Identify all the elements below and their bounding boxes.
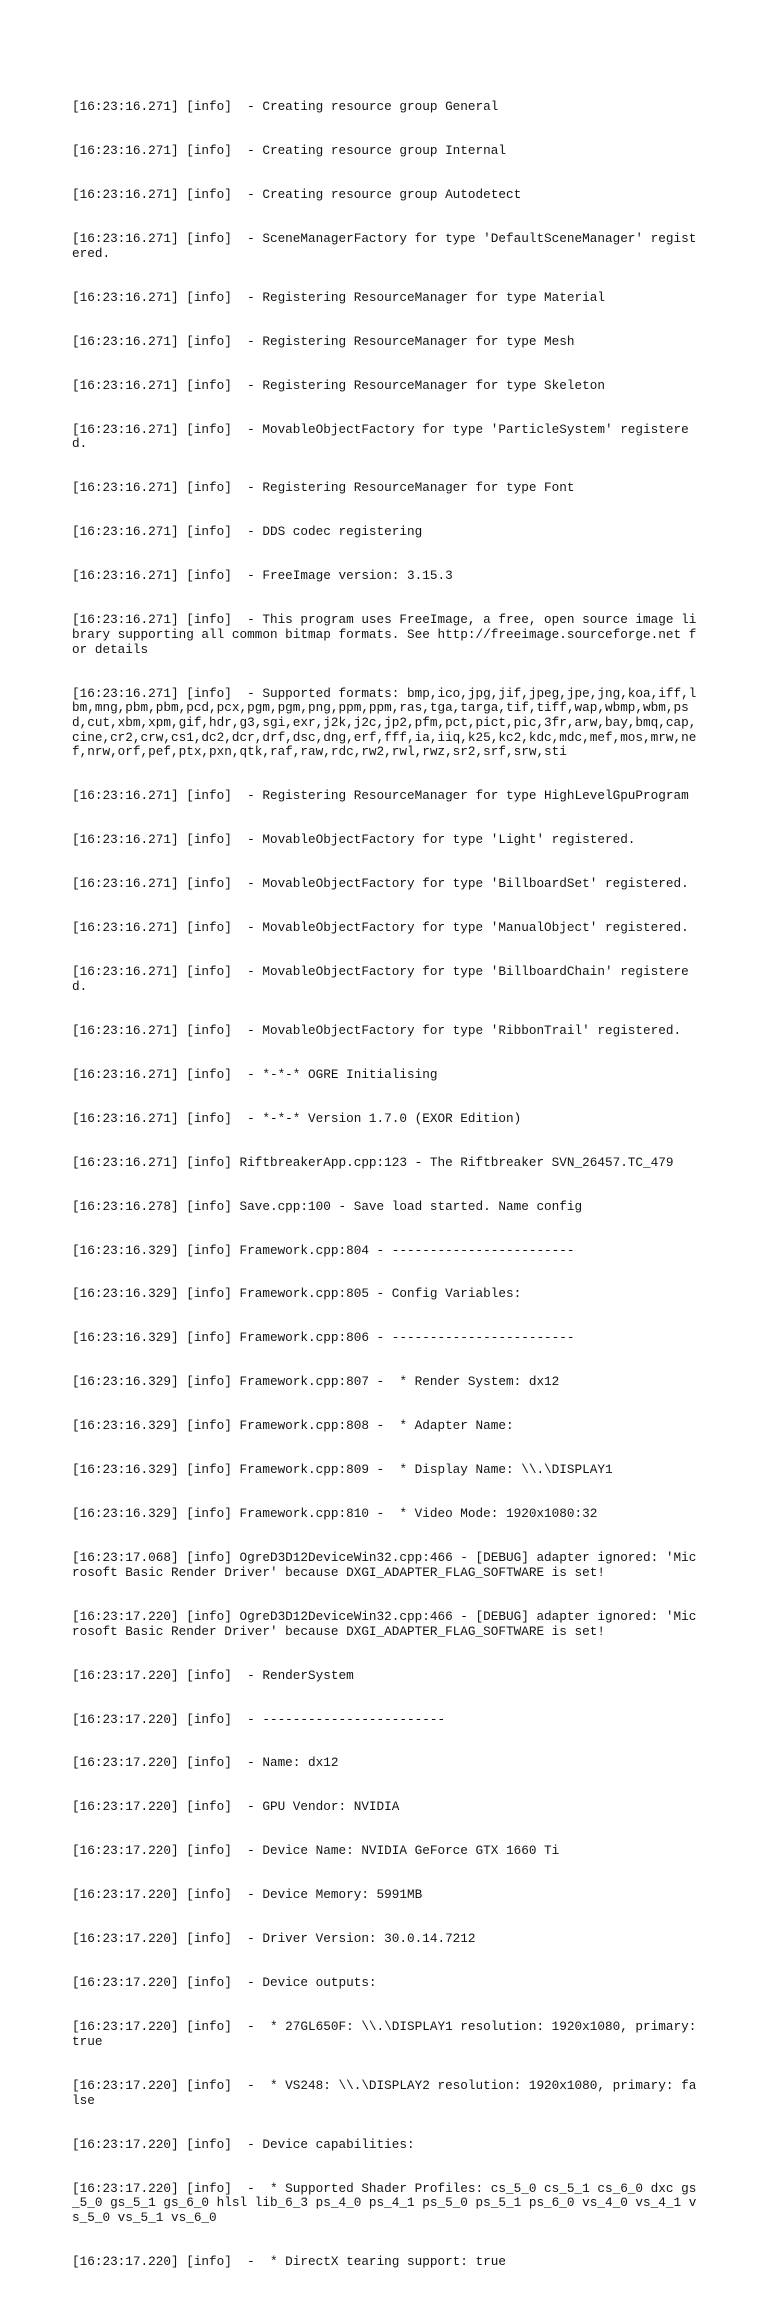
log-line: [16:23:16.271] [info] - Registering ResourceManager for type Font — [72, 480, 575, 496]
log-line: [16:23:16.329] [info] Framework.cpp:808 - * Adapter Name: — [72, 1418, 514, 1434]
log-line: [16:23:16.271] [info] - Registering ResourceManager for type Mesh — [72, 333, 575, 349]
log-line: [16:23:16.271] [info] - MovableObjectFactory for type 'BillboardSet' registered. — [72, 876, 689, 892]
log-line: [16:23:16.271] [info] - Creating resource group Autodetect — [72, 187, 522, 203]
log-line: [16:23:16.329] [info] Framework.cpp:807 - * Render System: dx12 — [72, 1374, 560, 1390]
log-line: [16:23:17.220] [info] - * Supported Shader Profiles: cs_5_0 cs_5_1 cs_6_0 dxc gs_5_0 gs_5_1 gs_6_0 hlsl lib_6_3 ps_4_0 ps_4_1 ps_5_0 ps_5_1 ps_6_0 vs_4_0 vs_4_1 vs_5_0 vs_5_1 vs_6_0 — [72, 2180, 697, 2225]
log-line: [16:23:17.220] [info] - Name: dx12 — [72, 1755, 339, 1771]
log-line: [16:23:16.329] [info] Framework.cpp:805 - Config Variables: — [72, 1286, 522, 1302]
log-line: [16:23:16.271] [info] - MovableObjectFactory for type 'ParticleSystem' registered. — [72, 421, 689, 452]
log-line: [16:23:17.220] [info] - Device outputs: — [72, 1975, 377, 1991]
log-output — [72, 71, 702, 2299]
log-line: [16:23:16.271] [info] - DDS codec registering — [72, 524, 423, 540]
log-line: [16:23:16.271] [info] - Supported formats: bmp,ico,jpg,jif,jpeg,jpe,jng,koa,iff,lbm,mng,pbm,pbm,pcd,pcx,pgm,pgm,png,ppm,ppm,ras,tga,targa,tif,tiff,wap,wbmp,wbm,psd,cut,xbm,xpm,gif,hdr,g3,sgi,exr,j2k,j2c,jp2,pfm,pct,pict,pic,3fr,arw,bay,bmq,cap,cine,cr2,crw,cs1,dc2,dcr,drf,dsc,dng,erf,fff,ia,iiq,k25,kc2,kdc,mdc,mef,mos,mrw,nef,nrw,orf,pef,ptx,pxn,qtk,raf,raw,rdc,rw2,rwl,rwz,sr2,srf,srw,sti — [72, 685, 697, 760]
log-line: [16:23:16.271] [info] - MovableObjectFactory for type 'RibbonTrail' registered. — [72, 1022, 682, 1038]
log-line: [16:23:16.329] [info] Framework.cpp:810 - * Video Mode: 1920x1080:32 — [72, 1506, 598, 1522]
log-line: [16:23:16.271] [info] - *-*-* OGRE Initialising — [72, 1066, 438, 1082]
log-line: [16:23:17.220] [info] - Device Memory: 5991MB — [72, 1887, 423, 1903]
log-line: [16:23:17.220] [info] - * 27GL650F: \\.\DISPLAY1 resolution: 1920x1080, primary: true — [72, 2019, 704, 2049]
log-line: [16:23:16.329] [info] Framework.cpp:804 - ------------------------ — [72, 1242, 575, 1258]
log-line: [16:23:17.068] [info] OgreD3D12DeviceWin32.cpp:466 - [DEBUG] adapter ignored: 'Microsoft Basic Render Driver' because DXGI_ADAPTER_FLAG_SOFTWARE is set! — [72, 1550, 697, 1580]
log-line: [16:23:17.220] [info] - Driver Version: 30.0.14.7212 — [72, 1931, 476, 1947]
log-line: [16:23:16.271] [info] - This program uses FreeImage, a free, open source image library supporting all common bitmap formats. See http://freeimage.sourceforge.net for details — [72, 612, 697, 657]
log-line: [16:23:17.220] [info] - * DirectX tearing support: true — [72, 2253, 506, 2269]
log-line: [16:23:17.220] [info] - RenderSystem — [72, 1667, 354, 1683]
log-line: [16:23:16.271] [info] - MovableObjectFactory for type 'ManualObject' registered. — [72, 920, 689, 936]
log-line: [16:23:16.271] [info] RiftbreakerApp.cpp:123 - The Riftbreaker SVN_26457.TC_479 — [72, 1154, 674, 1170]
log-line: [16:23:17.220] [info] - * VS248: \\.\DISPLAY2 resolution: 1920x1080, primary: false — [72, 2077, 697, 2108]
log-line: [16:23:16.271] [info] - Registering ResourceManager for type HighLevelGpuProgram — [72, 788, 689, 804]
log-line: [16:23:16.329] [info] Framework.cpp:809 - * Display Name: \\.\DISPLAY1 — [72, 1462, 613, 1478]
log-line: [16:23:16.271] [info] - Creating resource group Internal — [72, 143, 506, 159]
log-line: [16:23:17.220] [info] - Device capabilities: — [72, 2136, 415, 2152]
log-line: [16:23:16.271] [info] - SceneManagerFactory for type 'DefaultSceneManager' registered. — [72, 231, 697, 261]
log-line: [16:23:16.271] [info] - Registering ResourceManager for type Skeleton — [72, 377, 605, 393]
log-line: [16:23:16.271] [info] - Creating resource group General — [72, 99, 499, 115]
log-line: [16:23:17.220] [info] - GPU Vendor: NVIDIA — [72, 1799, 400, 1815]
log-line: [16:23:16.271] [info] - Registering ResourceManager for type Material — [72, 289, 605, 305]
log-line: [16:23:17.220] [info] - ------------------------ — [72, 1711, 446, 1727]
log-line: [16:23:16.271] [info] - *-*-* Version 1.7.0 (EXOR Edition) — [72, 1110, 522, 1126]
log-line: [16:23:16.271] [info] - MovableObjectFactory for type 'Light' registered. — [72, 832, 636, 848]
log-line: [16:23:16.278] [info] Save.cpp:100 - Save load started. Name config — [72, 1198, 583, 1214]
log-line: [16:23:16.271] [info] - MovableObjectFactory for type 'BillboardChain' registered. — [72, 964, 689, 994]
log-line: [16:23:17.220] [info] OgreD3D12DeviceWin32.cpp:466 - [DEBUG] adapter ignored: 'Microsoft Basic Render Driver' because DXGI_ADAPTER_FLAG_SOFTWARE is set! — [72, 1608, 697, 1639]
log-line: [16:23:16.271] [info] - FreeImage version: 3.15.3 — [72, 568, 453, 584]
log-line: [16:23:17.220] [info] - Device Name: NVIDIA GeForce GTX 1660 Ti — [72, 1843, 560, 1859]
log-line: [16:23:16.329] [info] Framework.cpp:806 - ------------------------ — [72, 1330, 575, 1346]
